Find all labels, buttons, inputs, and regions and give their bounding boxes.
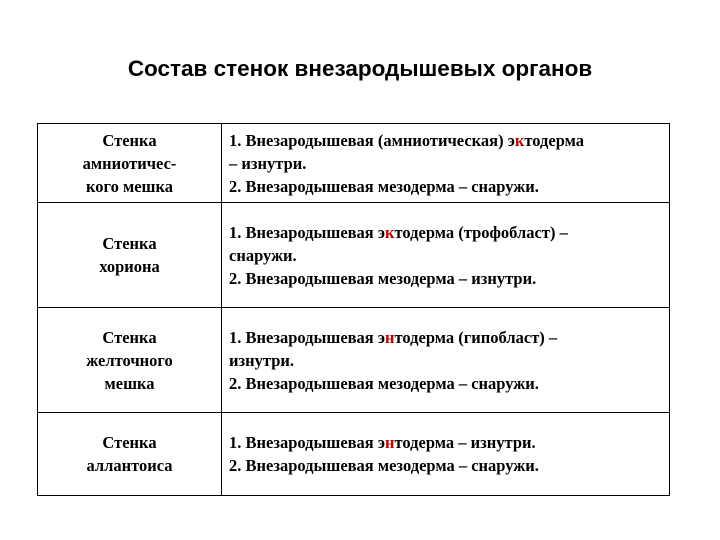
text-segment: 2. Внезародышевая мезодерма – изнутри. (229, 268, 537, 288)
organ-cell (38, 413, 222, 496)
composition-cell (222, 203, 670, 308)
composition-line (229, 326, 669, 349)
composition-line (229, 454, 669, 477)
text-segment: 2. Внезародышевая мезодерма – снаружи. (229, 456, 539, 475)
table-row (38, 203, 670, 308)
organ-cell (38, 124, 222, 203)
text-segment: 1. Внезародышевая э (229, 433, 385, 452)
organ-label-line: амниотичес- (82, 153, 177, 173)
organ-label-line: аллантоиса (86, 456, 173, 475)
text-segment: 2. Внезародышевая мезодерма – снаружи. (229, 176, 539, 196)
composition-cell (222, 124, 670, 203)
text-segment: 1. Внезародышевая э (229, 327, 385, 347)
composition-line (229, 129, 669, 152)
text-segment: снаружи. (229, 245, 297, 265)
highlighted-letter: н (385, 327, 395, 347)
text-segment: 1. Внезародышевая (амниотическая) э (229, 130, 515, 150)
composition-line (229, 244, 669, 267)
organ-label-line: Стенка (102, 234, 157, 253)
organ-cell (38, 203, 222, 308)
organ-label-line: желточного (86, 350, 173, 370)
table-row (38, 413, 670, 496)
text-segment: – изнутри. (229, 153, 307, 173)
organ-label-line: кого мешка (86, 176, 173, 196)
highlighted-letter: к (385, 222, 395, 242)
composition-line (229, 221, 669, 244)
organ-label-line: хориона (99, 257, 160, 276)
text-segment: тодерма (524, 130, 584, 150)
composition-line (229, 349, 669, 372)
organ-cell (38, 308, 222, 413)
text-segment: 1. Внезародышевая э (229, 222, 385, 242)
composition-line (229, 431, 669, 454)
organ-label-line: Стенка (102, 327, 157, 347)
organ-walls-table (37, 123, 670, 496)
organ-label-line: мешка (104, 373, 155, 393)
text-segment: тодерма (трофобласт) – (394, 222, 568, 242)
table-row (38, 308, 670, 413)
organ-label-line: Стенка (102, 130, 157, 150)
highlighted-letter: к (514, 130, 525, 150)
composition-line (229, 372, 669, 395)
composition-line (229, 152, 669, 175)
text-segment: 2. Внезародышевая мезодерма – снаружи. (229, 373, 539, 393)
composition-line (229, 175, 669, 198)
table-row (38, 124, 670, 203)
composition-cell (222, 413, 670, 496)
composition-cell (222, 308, 670, 413)
page-title: Состав стенок внезародышевых органов (127, 56, 593, 81)
text-segment: изнутри. (229, 350, 295, 370)
organ-label-line: Стенка (102, 433, 157, 452)
composition-line (229, 267, 669, 290)
text-segment: тодерма – изнутри. (394, 433, 536, 452)
highlighted-letter: н (385, 433, 395, 452)
text-segment: тодерма (гипобласт) – (394, 327, 558, 347)
